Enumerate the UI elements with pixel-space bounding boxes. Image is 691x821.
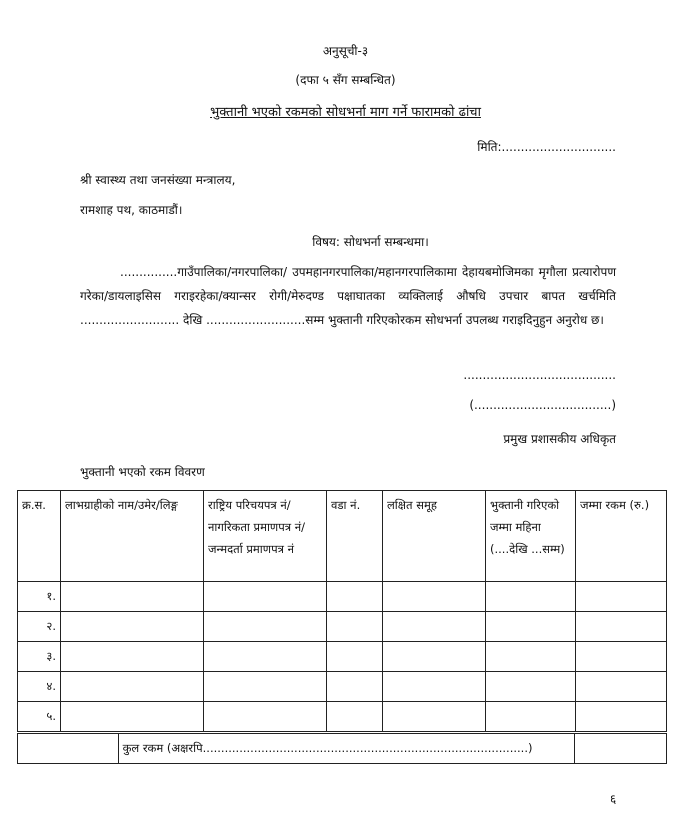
table-row: [18, 612, 667, 642]
serial-cell: १.: [18, 582, 61, 612]
cell[interactable]: [576, 672, 667, 702]
signatory-name: (....................................): [469, 398, 616, 412]
cell[interactable]: [576, 642, 667, 672]
cell[interactable]: [486, 672, 576, 702]
cell[interactable]: [486, 702, 576, 732]
body-paragraph: ...............गाउँपालिका/नगरपालिका/ उपमहानगरपालिका/महानगरपालिकामा देहायबमोजिमका मृगौला प्रत्यारोपण गरेका/डायलाइसिस गराइरहेका/क्यान्सर रोगी/मेरुदण्ड पक्षाघातका व्यक्तिलाई औषधि उपचार बापत खर्चमिति .......................... देखि ..........................सम्म भुक्तानी गरिएकोरकम सोधभर्ना उपलब्ध गराइदिनुहुन अनुरोध छ।: [80, 265, 616, 327]
total-row: [18, 734, 667, 764]
subject-line: विषय: सोधभर्ना सम्बन्धमा।: [312, 235, 429, 249]
total-table: [17, 733, 667, 764]
cell[interactable]: [61, 642, 204, 672]
cell[interactable]: [204, 612, 327, 642]
cell[interactable]: [327, 702, 383, 732]
cell[interactable]: [576, 582, 667, 612]
cell[interactable]: [204, 672, 327, 702]
cell[interactable]: [383, 612, 486, 642]
page-number: ६: [610, 792, 617, 806]
date-field: मिति:..............................: [477, 140, 616, 154]
header-amount: जम्मा रकम (रु.): [576, 491, 667, 582]
serial-cell: ४.: [18, 672, 61, 702]
header-target-group: लक्षित समूह: [383, 491, 486, 582]
header-ward: वडा नं.: [327, 491, 383, 582]
header-serial: क्र.स.: [18, 491, 61, 582]
cell[interactable]: [204, 702, 327, 732]
addressee-line2: रामशाह पथ, काठमाडौं।: [80, 203, 183, 217]
table-caption: भुक्तानी भएको रकम विवरण: [80, 465, 205, 479]
table-row: [18, 672, 667, 702]
header-months: भुक्तानी गरिएको जम्मा महिना (....देखि ...सम्म): [486, 491, 576, 582]
cell[interactable]: [61, 672, 204, 702]
cell[interactable]: [486, 642, 576, 672]
cell[interactable]: [383, 642, 486, 672]
payment-details-table: [17, 490, 667, 732]
cell[interactable]: [327, 672, 383, 702]
cell[interactable]: [383, 702, 486, 732]
schedule-label: अनुसूची-३: [322, 44, 369, 58]
cell[interactable]: [204, 642, 327, 672]
cell[interactable]: [61, 702, 204, 732]
table-header-row: [18, 491, 667, 582]
cell[interactable]: [486, 612, 576, 642]
cell[interactable]: [383, 672, 486, 702]
signatory-designation: प्रमुख प्रशासकीय अधिकृत: [503, 432, 616, 446]
cell[interactable]: [327, 642, 383, 672]
document-title: भुक्तानी भएको रकमको सोधभर्ना माग गर्ने फारामको ढांचा: [210, 105, 481, 120]
header-beneficiary: लाभग्राहीको नाम/उमेर/लिङ्ग: [61, 491, 204, 582]
cell[interactable]: [486, 582, 576, 612]
serial-cell: २.: [18, 612, 61, 642]
cell[interactable]: [576, 702, 667, 732]
cell[interactable]: [327, 612, 383, 642]
cell[interactable]: [204, 582, 327, 612]
serial-cell: ३.: [18, 642, 61, 672]
cell[interactable]: [61, 582, 204, 612]
addressee-line1: श्री स्वास्थ्य तथा जनसंख्या मन्त्रालय,: [80, 173, 236, 187]
serial-cell: ५.: [18, 702, 61, 732]
cell[interactable]: [61, 612, 204, 642]
header-id-number: राष्ट्रिय परिचयपत्र नं/नागरिकता प्रमाणपत्र नं/ जन्मदर्ता प्रमाणपत्र नं: [204, 491, 327, 582]
table-row: [18, 642, 667, 672]
signature-line: ........................................: [463, 368, 616, 382]
table-row: [18, 582, 667, 612]
table-row: [18, 702, 667, 732]
total-blank-cell: [18, 734, 119, 764]
total-amount-cell[interactable]: [575, 734, 667, 764]
cell[interactable]: [576, 612, 667, 642]
cell[interactable]: [383, 582, 486, 612]
total-amount-words[interactable]: कुल रकम (अक्षरपि.........................................................................................): [118, 734, 575, 764]
clause-reference: (दफा ५ सँग सम्बन्धित): [295, 73, 396, 87]
cell[interactable]: [327, 582, 383, 612]
